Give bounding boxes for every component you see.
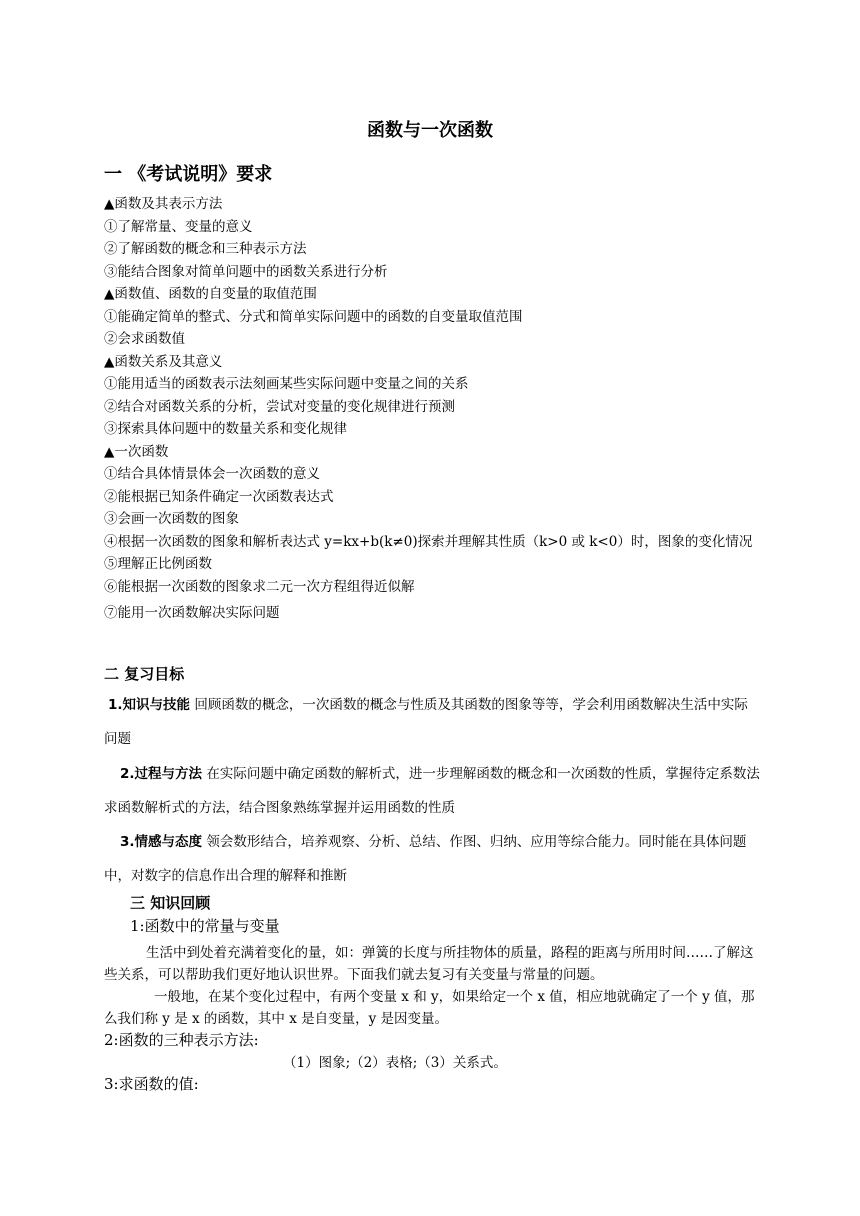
goal-text: 在实际问题中确定函数的解析式，进一步理解函数的概念和一次函数的性质，掌握待定系数法求函数解析式的方法，结合图象熟练掌握并运用函数的性质 bbox=[104, 766, 760, 816]
requirements-list bbox=[104, 193, 760, 625]
list-item: ▲函数及其表示方法 bbox=[104, 196, 223, 212]
list-item: ⑤理解正比例函数 bbox=[104, 556, 212, 572]
representation-methods-list: （1）图象;（2）表格;（3）关系式。 bbox=[283, 1055, 507, 1071]
list-item: ▲一次函数 bbox=[104, 443, 169, 460]
goal-text: 领会数形结合，培养观察、分析、总结、作图、归纳、应用等综合能力。同时能在具体问题中，对数字的信息作出合理的解释和推断 bbox=[104, 834, 747, 884]
page-title: 函数与一次函数 bbox=[367, 120, 493, 141]
list-item: ①结合具体情景体会一次函数的意义 bbox=[104, 466, 320, 482]
list-item: ②结合对函数关系的分析，尝试对变量的变化规律进行预测 bbox=[104, 398, 455, 415]
subheading-function-value: 3:求函数的值: bbox=[104, 1075, 199, 1093]
goal-text: 回顾函数的概念，一次函数的概念与性质及其函数的图象等等，学会利用函数解决生活中实际问题 bbox=[104, 697, 748, 747]
goal-knowledge-skills bbox=[104, 688, 760, 756]
section-heading-requirements: 一 《考试说明》要求 bbox=[104, 164, 273, 185]
list-item: ⑥能根据一次函数的图象求二元一次方程组得近似解 bbox=[104, 578, 415, 595]
list-item: ③能结合图象对简单问题中的函数关系进行分析 bbox=[104, 263, 388, 280]
paragraph-intro: 生活中到处着充满着变化的量，如：弹簧的长度与所挂物体的质量，路程的距离与所用时间……了解这些关系，可以帮助我们更好地认识世界。下面我们就去复习有关变量与常量的问题。 bbox=[104, 945, 754, 983]
list-item: ⑦能用一次函数解决实际问题 bbox=[104, 605, 280, 621]
goal-label: 2.过程与方法 bbox=[120, 766, 203, 782]
list-item: ①能确定简单的整式、分式和简单实际问题中的函数的自变量取值范围 bbox=[104, 308, 523, 325]
section-heading-knowledge-review: 三 知识回顾 bbox=[130, 894, 211, 912]
list-item: ▲函数关系及其意义 bbox=[104, 353, 223, 370]
list-item: ②能根据已知条件确定一次函数表达式 bbox=[104, 488, 334, 505]
subheading-constants-variables: 1:函数中的常量与变量 bbox=[130, 917, 280, 935]
list-item: ②了解函数的概念和三种表示方法 bbox=[104, 241, 307, 257]
goal-label: 1.知识与技能 bbox=[108, 697, 191, 713]
list-item: ①能用适当的函数表示法刻画某些实际问题中变量之间的关系 bbox=[104, 376, 469, 392]
goal-label: 3.情感与态度 bbox=[120, 834, 203, 850]
paragraph-function-definition: 一般地，在某个变化过程中，有两个变量 x 和 y，如果给定一个 x 值，相应地就确定了一个 y 值，那么我们称 y 是 x 的函数，其中 x 是自变量，y 是因变量。 bbox=[104, 989, 755, 1027]
list-item: ④根据一次函数的图象和解析表达式 y=kx+b(k≠0)探索并理解其性质（k>0 或 k<0）时，图象的变化情况 bbox=[104, 533, 753, 550]
list-item: ②会求函数值 bbox=[104, 331, 185, 347]
list-item: ①了解常量、变量的意义 bbox=[104, 218, 253, 235]
list-item: ▲函数值、函数的自变量的取值范围 bbox=[104, 286, 317, 302]
subheading-representation-methods: 2:函数的三种表示方法: bbox=[104, 1031, 259, 1049]
list-item: ③会画一次函数的图象 bbox=[104, 511, 239, 527]
goal-emotion-attitude bbox=[104, 825, 760, 893]
goal-process-method bbox=[104, 757, 760, 825]
list-item: ③探索具体问题中的数量关系和变化规律 bbox=[104, 421, 347, 437]
section-heading-review-goals: 二 复习目标 bbox=[104, 665, 185, 683]
